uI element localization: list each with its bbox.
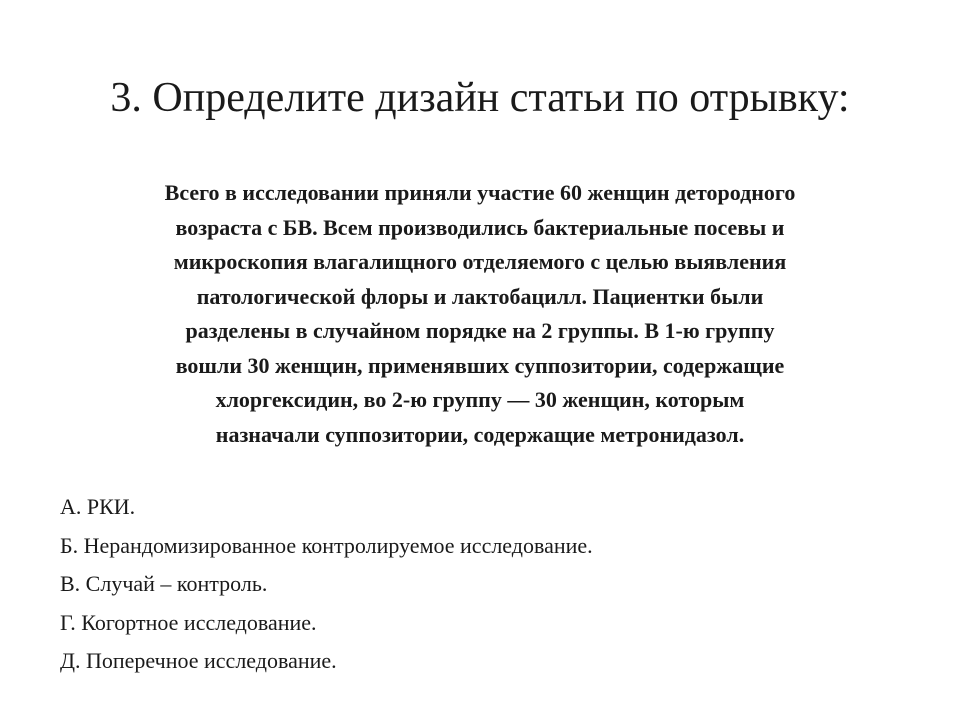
excerpt-line: хлоргексидин, во 2-ю группу — 30 женщин, которым	[215, 387, 745, 412]
answer-option-d: Г. Когортное исследование.	[60, 609, 317, 635]
excerpt-line: микроскопия влагалищного отделяемого с целью выявления	[173, 249, 787, 274]
excerpt-line: назначали суппозитории, содержащие метронидазол.	[215, 421, 745, 447]
excerpt-line: возраста с БВ. Всем производились бактериальные посевы и	[175, 214, 785, 240]
excerpt-line: Всего в исследовании приняли участие 60 женщин детородного	[164, 180, 796, 205]
answer-option-b: Б. Нерандомизированное контролируемое исследование.	[60, 532, 593, 558]
answer-option-a: А. РКИ.	[60, 494, 136, 519]
answer-option-e: Д. Поперечное исследование.	[60, 648, 337, 673]
excerpt-line: патологической флоры и лактобацилл. Пациентки были	[196, 283, 764, 309]
article-excerpt	[60, 176, 900, 452]
answer-option-c: В. Случай – контроль.	[60, 571, 268, 596]
excerpt-line: разделены в случайном порядке на 2 группы. В 1-ю группу	[185, 318, 775, 343]
answer-options	[60, 488, 920, 681]
excerpt-line: вошли 30 женщин, применявших суппозитории, содержащие	[175, 352, 785, 378]
slide-title: 3. Определите дизайн статьи по отрывку:	[110, 75, 850, 121]
